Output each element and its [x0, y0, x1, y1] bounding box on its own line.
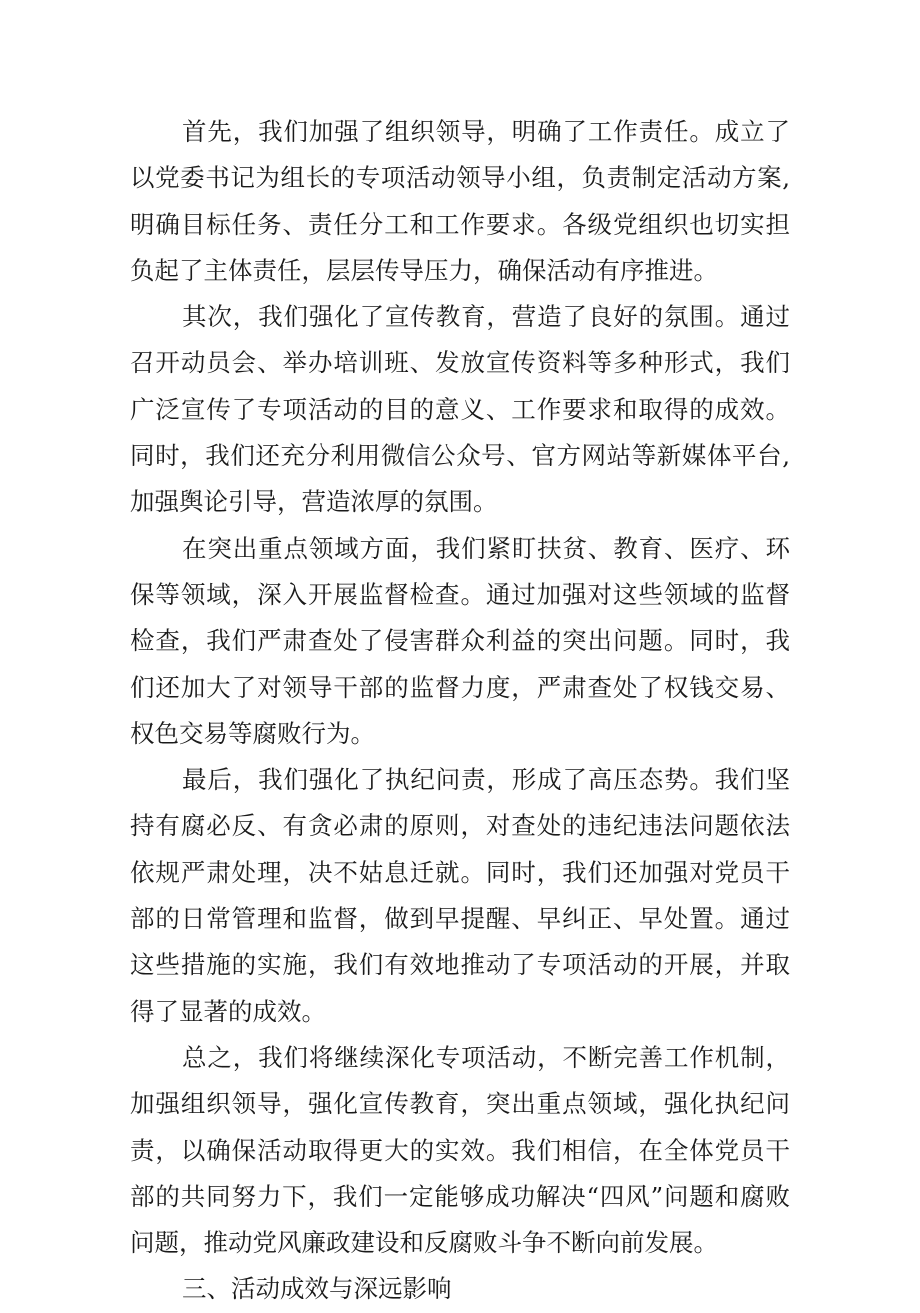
- section-heading: 三、活动成效与深远影响: [182, 1274, 452, 1304]
- paragraph-conclusion: 总之，我们将继续深化专项活动，不断完善工作机制，加强组织领导，强化宣传教育，突出重点领域，强化执纪问责，以确保活动取得更大的实效。我们相信，在全体党员干部的共同努力下，我们一定能够成功解决“四风”问题和腐败问题，推动党风廉政建设和反腐败斗争不断向前发展。: [130, 1042, 790, 1258]
- paragraph-accountability: 最后，我们强化了执纪问责，形成了高压态势。我们坚持有腐必反、有贪必肃的原则，对查处的违纪违法问题依法依规严肃处理，决不姑息迁就。同时，我们还加强对党员干部的日常管理和监督，做到早提醒、早纠正、早处置。通过这些措施的实施，我们有效地推动了专项活动的开展，并取得了显著的成效。: [130, 765, 790, 1026]
- document-body: [130, 109, 790, 1313]
- paragraph-organization-leadership: 首先，我们加强了组织领导，明确了工作责任。成立了以党委书记为组长的专项活动领导小组，负责制定活动方案,明确目标任务、责任分工和工作要求。各级党组织也切实担负起了主体责任，层层传导压力，确保活动有序推进。: [130, 117, 790, 285]
- paragraph-publicity-education: 其次，我们强化了宣传教育，营造了良好的氛围。通过召开动员会、举办培训班、发放宣传资料等多种形式，我们广泛宣传了专项活动的目的意义、工作要求和取得的成效。同时，我们还充分利用微信公众号、官方网站等新媒体平台,加强舆论引导，营造浓厚的氛围。: [130, 302, 790, 517]
- paragraph-key-areas: 在突出重点领域方面，我们紧盯扶贫、教育、医疗、环保等领域，深入开展监督检查。通过加强对这些领域的监督检查，我们严肃查处了侵害群众利益的突出问题。同时，我们还加大了对领导干部的监督力度，严肃查处了权钱交易、权色交易等腐败行为。: [130, 533, 790, 748]
